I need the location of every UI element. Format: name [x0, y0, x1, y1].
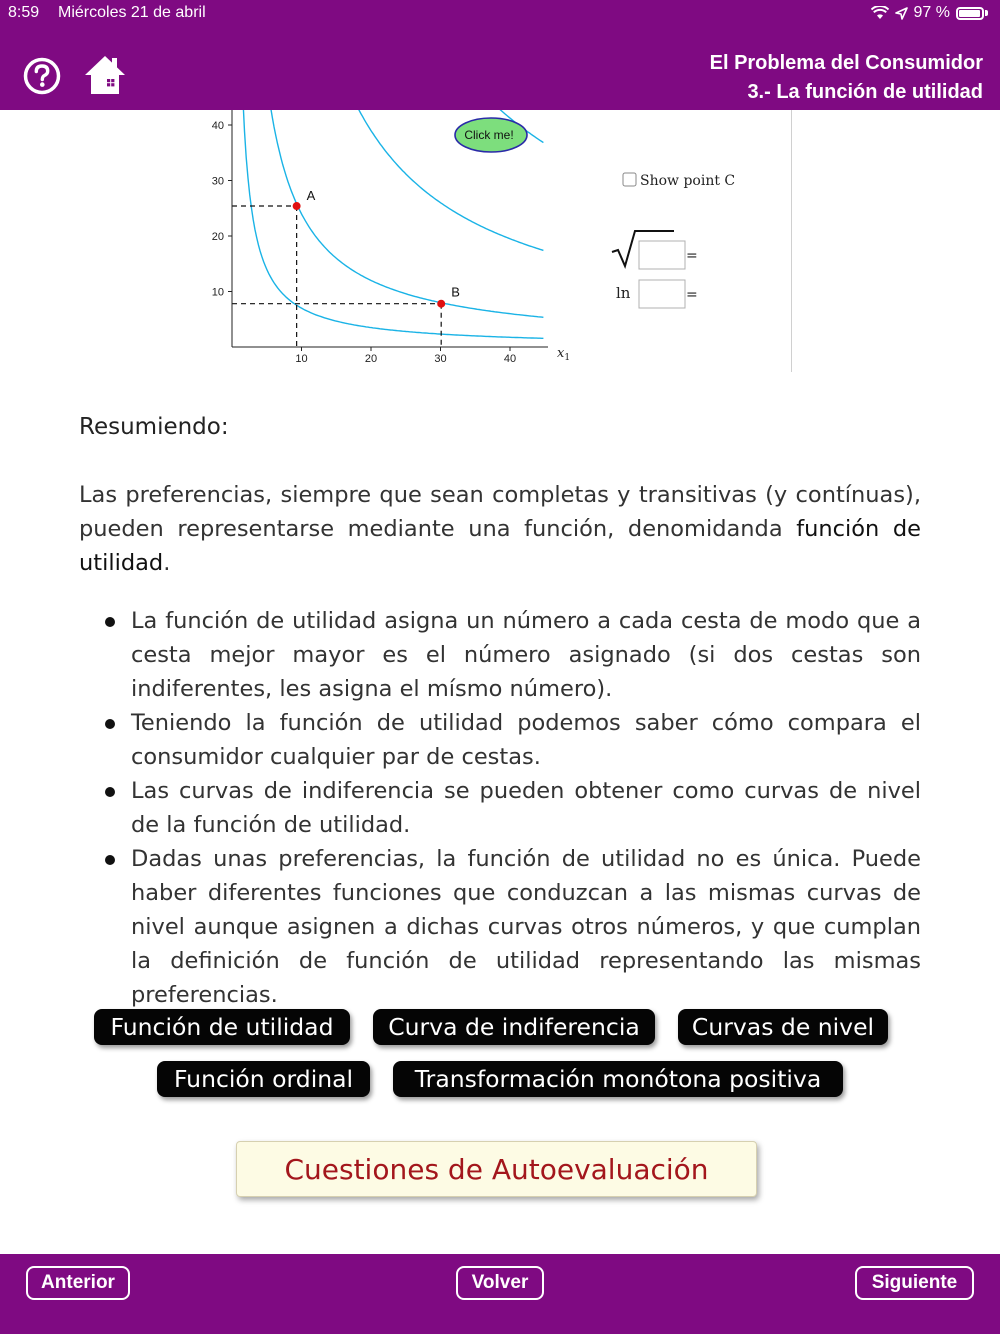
intro-end: .	[163, 550, 171, 576]
sqrt-input[interactable]	[639, 241, 685, 269]
footer-bar	[0, 1254, 1000, 1334]
x-tick-label-30: 30	[434, 353, 447, 365]
status-date: Miércoles 21 de abril	[58, 4, 206, 21]
point-a-label: A	[306, 188, 316, 204]
point-b-label: B	[451, 284, 460, 300]
page-subtitle: 3.- La función de utilidad	[747, 81, 983, 103]
show-point-c-checkbox[interactable]	[623, 173, 636, 186]
ln-input[interactable]	[639, 280, 685, 308]
intro-text: Las preferencias, siempre que sean completas y transitivas (y contínuas), pueden representarse mediante una función, denomidanda	[79, 482, 921, 542]
bullet-item: La función de utilidad asigna un número a cada cesta de modo que a cesta mejor mayor es el número asignado (si dos cestas son indiferentes, les asigna el mísmo número).	[79, 604, 921, 706]
bullet-item: Dadas unas preferencias, la función de utilidad no es única. Puede haber diferentes funciones que conduzcan a las mismas curvas de nivel aunque asignen a dichas curvas otros números, y que cumplan la definición de función de utilidad representando las mismas preferencias.	[79, 842, 921, 1012]
intro-paragraph	[79, 478, 921, 580]
home-icon[interactable]	[84, 54, 126, 96]
ln-equals: =	[686, 287, 698, 303]
point-a	[293, 202, 301, 210]
intro-bold-term: función de utilidad	[79, 516, 921, 576]
x-tick-label-10: 10	[295, 353, 308, 365]
tag-funcion-de-utilidad[interactable]: Función de utilidad	[94, 1009, 350, 1045]
battery-tip	[985, 10, 988, 16]
y-tick-label-30: 30	[211, 175, 224, 188]
summary-title: Resumiendo:	[79, 414, 229, 440]
bullet-item: Teniendo la función de utilidad podemos saber cómo compara el consumidor cualquier par de cestas.	[79, 706, 921, 774]
point-b	[437, 300, 445, 308]
next-button[interactable]: Siguiente	[855, 1266, 974, 1300]
help-question-icon[interactable]	[23, 57, 61, 95]
x-tick-label-40: 40	[503, 353, 517, 365]
header-bar	[0, 0, 1000, 110]
wifi-icon	[871, 6, 889, 20]
battery-percent: 97 %	[913, 4, 950, 21]
y-tick-label-10: 10	[211, 286, 224, 299]
self-evaluation-button[interactable]: Cuestiones de Autoevaluación	[236, 1141, 757, 1197]
y-tick-label-20: 20	[211, 231, 224, 243]
x-axis-label: $x_1$	[557, 346, 571, 363]
status-indicators	[871, 4, 988, 22]
status-time: 8:59	[8, 4, 40, 21]
bundle-points	[293, 188, 460, 308]
click-me-button[interactable]	[455, 118, 527, 152]
tag-curva-de-indiferencia[interactable]: Curva de indiferencia	[373, 1009, 655, 1045]
indifference-curves-applet[interactable]	[190, 110, 800, 380]
show-point-c-label: Show point C	[640, 173, 736, 189]
previous-button[interactable]: Anterior	[26, 1266, 130, 1300]
tag-transformacion-monotona-positiva[interactable]: Transformación monótona positiva	[393, 1061, 843, 1097]
page-title: El Problema del Consumidor	[709, 52, 983, 74]
tag-curvas-de-nivel[interactable]: Curvas de nivel	[678, 1009, 888, 1045]
sqrt-equals: =	[686, 248, 698, 264]
location-arrow-icon	[895, 7, 908, 20]
back-button[interactable]: Volver	[456, 1266, 544, 1300]
summary-bullet-list	[79, 604, 921, 1012]
battery-icon	[956, 7, 984, 20]
tag-funcion-ordinal[interactable]: Función ordinal	[157, 1061, 370, 1097]
guide-lines	[232, 206, 441, 347]
y-tick-label-40: 40	[211, 120, 224, 132]
click-me-label: Click me!	[464, 128, 514, 142]
x-tick-label-20: 20	[364, 353, 378, 365]
bullet-item: Las curvas de indiferencia se pueden obtener como curvas de nivel de la función de utilidad.	[79, 774, 921, 842]
ln-label: ln	[616, 284, 631, 302]
